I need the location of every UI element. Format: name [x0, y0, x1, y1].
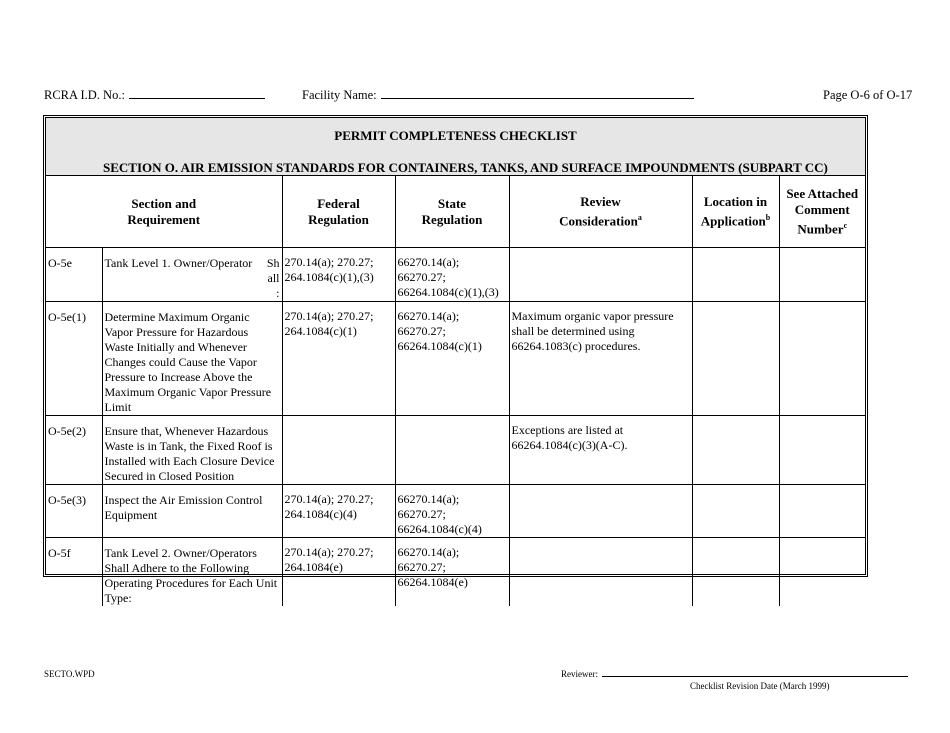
- row-location: [692, 538, 779, 607]
- page-number: Page O-6 of O-17: [823, 88, 913, 102]
- row-review: Exceptions are listed at 66264.1084(c)(3)(A-C).: [509, 416, 692, 485]
- row-federal: 270.14(a); 270.27; 264.1084(c)(1): [282, 302, 395, 416]
- col-header-section: Section and Requirement: [46, 176, 282, 248]
- col-header-comment: See Attached Comment Number$^c$: [779, 176, 865, 248]
- row-requirement: Tank Level 2. Owner/Operators Shall Adhere to the Following Operating Procedures for Each Unit Type:: [102, 538, 282, 607]
- row-comment: [779, 485, 865, 538]
- row-location: [692, 302, 779, 416]
- row-id: O-5e(2): [46, 416, 102, 485]
- row-comment: [779, 538, 865, 607]
- row-review: Maximum organic vapor pressure shall be determined using 66264.1083(c) procedures.: [509, 302, 692, 416]
- row-state: 66270.14(a); 66270.27; 66264.1084(c)(1),(3): [395, 248, 509, 302]
- row-state: 66270.14(a); 66270.27; 66264.1084(c)(1): [395, 302, 509, 416]
- facility-name-blank: [381, 88, 694, 99]
- col-header-federal: Federal Regulation: [282, 176, 395, 248]
- rcra-id-field: [44, 88, 265, 103]
- row-id: O-5e(3): [46, 485, 102, 538]
- row-review: [509, 248, 692, 302]
- row-federal: 270.14(a); 270.27; 264.1084(c)(1),(3): [282, 248, 395, 302]
- row-location: [692, 485, 779, 538]
- row-id: O-5e(1): [46, 302, 102, 416]
- facility-name-field: [302, 88, 694, 103]
- reviewer-blank: [602, 669, 908, 677]
- checklist-frame: [43, 115, 868, 605]
- row-federal: [282, 416, 395, 485]
- table-row: [46, 248, 865, 302]
- table-row: [46, 416, 865, 485]
- reviewer-label: Reviewer:: [561, 669, 598, 679]
- col-header-state: State Regulation: [395, 176, 509, 248]
- row-requirement: Ensure that, Whenever Hazardous Waste is in Tank, the Fixed Roof is Installed with Each Closure Device Secured in Closed Position: [102, 416, 282, 485]
- row-id: O-5f: [46, 538, 102, 607]
- table-row: [46, 302, 865, 416]
- checklist-title: PERMIT COMPLETENESS CHECKLIST: [334, 128, 577, 143]
- row-id: O-5e: [46, 248, 102, 302]
- col-header-review: Review Consideration$^a$: [509, 176, 692, 248]
- header-row: [46, 176, 865, 248]
- row-requirement-suffix: Sh all :: [266, 256, 280, 300]
- checklist-banner: [46, 118, 865, 176]
- row-requirement: Inspect the Air Emission Control Equipment: [102, 485, 282, 538]
- table-row: [46, 538, 865, 607]
- row-requirement: Determine Maximum Organic Vapor Pressure for Hazardous Waste Initially and Whenever Changes could Cause the Vapor Pressure to Increase Above the Maximum Organic Vapor Pressure Limit: [102, 302, 282, 416]
- col-header-location: Location in Application$^b$: [692, 176, 779, 248]
- row-location: [692, 248, 779, 302]
- row-state: [395, 416, 509, 485]
- table-row: [46, 485, 865, 538]
- row-comment: [779, 248, 865, 302]
- row-review: [509, 485, 692, 538]
- file-name: SECTO.WPD: [44, 669, 95, 679]
- section-title: SECTION O. AIR EMISSION STANDARDS FOR CONTAINERS, TANKS, AND SURFACE IMPOUNDMENTS (SUBPART CC): [103, 160, 828, 175]
- rcra-id-blank: [129, 88, 265, 99]
- row-review: [509, 538, 692, 607]
- row-federal: 270.14(a); 270.27; 264.1084(c)(4): [282, 485, 395, 538]
- rcra-id-label: RCRA I.D. No.:: [44, 88, 125, 102]
- row-location: [692, 416, 779, 485]
- facility-name-label: Facility Name:: [302, 88, 377, 102]
- row-requirement-text: Tank Level 1. Owner/Operator: [104, 256, 253, 270]
- row-comment: [779, 302, 865, 416]
- checklist-table: [46, 175, 865, 606]
- row-comment: [779, 416, 865, 485]
- row-state: 66270.14(a); 66270.27; 66264.1084(e): [395, 538, 509, 607]
- row-federal: 270.14(a); 270.27; 264.1084(e): [282, 538, 395, 607]
- reviewer-field: [561, 669, 908, 679]
- row-state: 66270.14(a); 66270.27; 66264.1084(c)(4): [395, 485, 509, 538]
- row-requirement: [102, 248, 282, 302]
- revision-date: Checklist Revision Date (March 1999): [690, 681, 830, 691]
